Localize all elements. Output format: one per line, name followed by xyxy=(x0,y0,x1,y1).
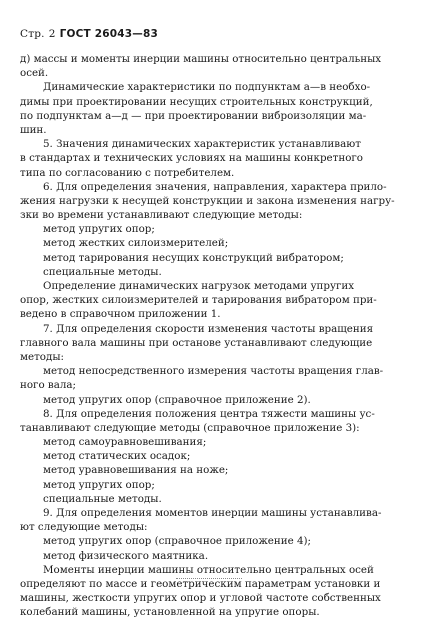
text-line: метод жестких силоизмерителей; xyxy=(43,237,229,250)
text-line: Динамические характеристики по подпунктам а—в необхо- xyxy=(43,81,371,94)
text-line: метод статических осадок; xyxy=(43,450,191,463)
text-line: главного вала машины при останове устанавливают следующие xyxy=(20,336,373,349)
text-line: ют следующие методы: xyxy=(20,521,148,534)
text-line: специальные методы. xyxy=(43,265,162,278)
text-line: зки во времени устанавливают следующие методы: xyxy=(20,209,303,222)
text-line: ного вала; xyxy=(20,379,77,392)
text-line: методы: xyxy=(20,350,65,363)
footer-mark xyxy=(176,578,242,580)
text-line: 7. Для определения скорости изменения частоты вращения xyxy=(43,322,374,335)
text-line: метод упругих опор; xyxy=(43,223,155,236)
text-line: метод упругих опор (справочное приложение 2). xyxy=(43,393,311,406)
text-line: димы при проектировании несущих строительных конструкций, xyxy=(20,95,373,108)
text-line: 9. Для определения моментов инерции машины устанавлива- xyxy=(43,507,382,519)
text-line: жения нагрузки к несущей конструкции и закона изменения нагру- xyxy=(20,194,395,207)
text-line: д) массы и моменты инерции машины относительно центральных xyxy=(20,53,382,65)
text-line: шин. xyxy=(20,123,47,136)
text-line: метод непосредственного измерения частоты вращения глав- xyxy=(43,365,384,378)
text-line: танавливают следующие методы (справочное приложение 3): xyxy=(20,421,360,434)
page-label: Стр. xyxy=(20,28,45,40)
text-line: по подпунктам а—д — при проектировании виброизоляции ма- xyxy=(20,109,367,122)
text-line: типа по согласованию с потребителем. xyxy=(20,166,235,179)
text-line: машины, жесткости упругих опор и угловой частоте собственных xyxy=(20,592,381,605)
document-body xyxy=(20,52,420,620)
text-line: 6. Для определения значения, направления, характера прило- xyxy=(43,180,387,193)
text-line: опор, жестких силоизмерителей и тарирования вибратором при- xyxy=(20,294,377,307)
text-line: метод физического маятника. xyxy=(43,549,209,562)
text-line: метод упругих опор; xyxy=(43,478,155,491)
text-line: Определение динамических нагрузок методами упругих xyxy=(43,280,355,292)
text-line: метод уравновешивания на ноже; xyxy=(43,464,229,477)
text-line: ведено в справочном приложении 1. xyxy=(20,308,221,321)
text-line: метод упругих опор (справочное приложение 4); xyxy=(43,535,312,548)
page-header xyxy=(20,28,158,40)
page-number: 2 xyxy=(48,28,56,40)
standard-code: ГОСТ 26043—83 xyxy=(59,28,158,40)
text-line: определяют по массе и геометрическим параметрам установки и xyxy=(20,577,381,590)
text-line: осей. xyxy=(20,67,49,80)
text-line: колебаний машины, установленной на упругие опоры. xyxy=(20,606,320,619)
text-line: метод тарирования несущих конструкций вибратором; xyxy=(43,251,344,264)
text-line: в стандартах и технических условиях на машины конкретного xyxy=(20,152,363,165)
text-line: специальные методы. xyxy=(43,492,162,505)
text-line: 5. Значения динамических характеристик устанавливают xyxy=(43,138,361,151)
text-line: Моменты инерции машины относительно центральных осей xyxy=(43,563,374,576)
text-line: метод самоуравновешивания; xyxy=(43,436,207,449)
text-line: 8. Для определения положения центра тяжести машины ус- xyxy=(43,407,375,420)
